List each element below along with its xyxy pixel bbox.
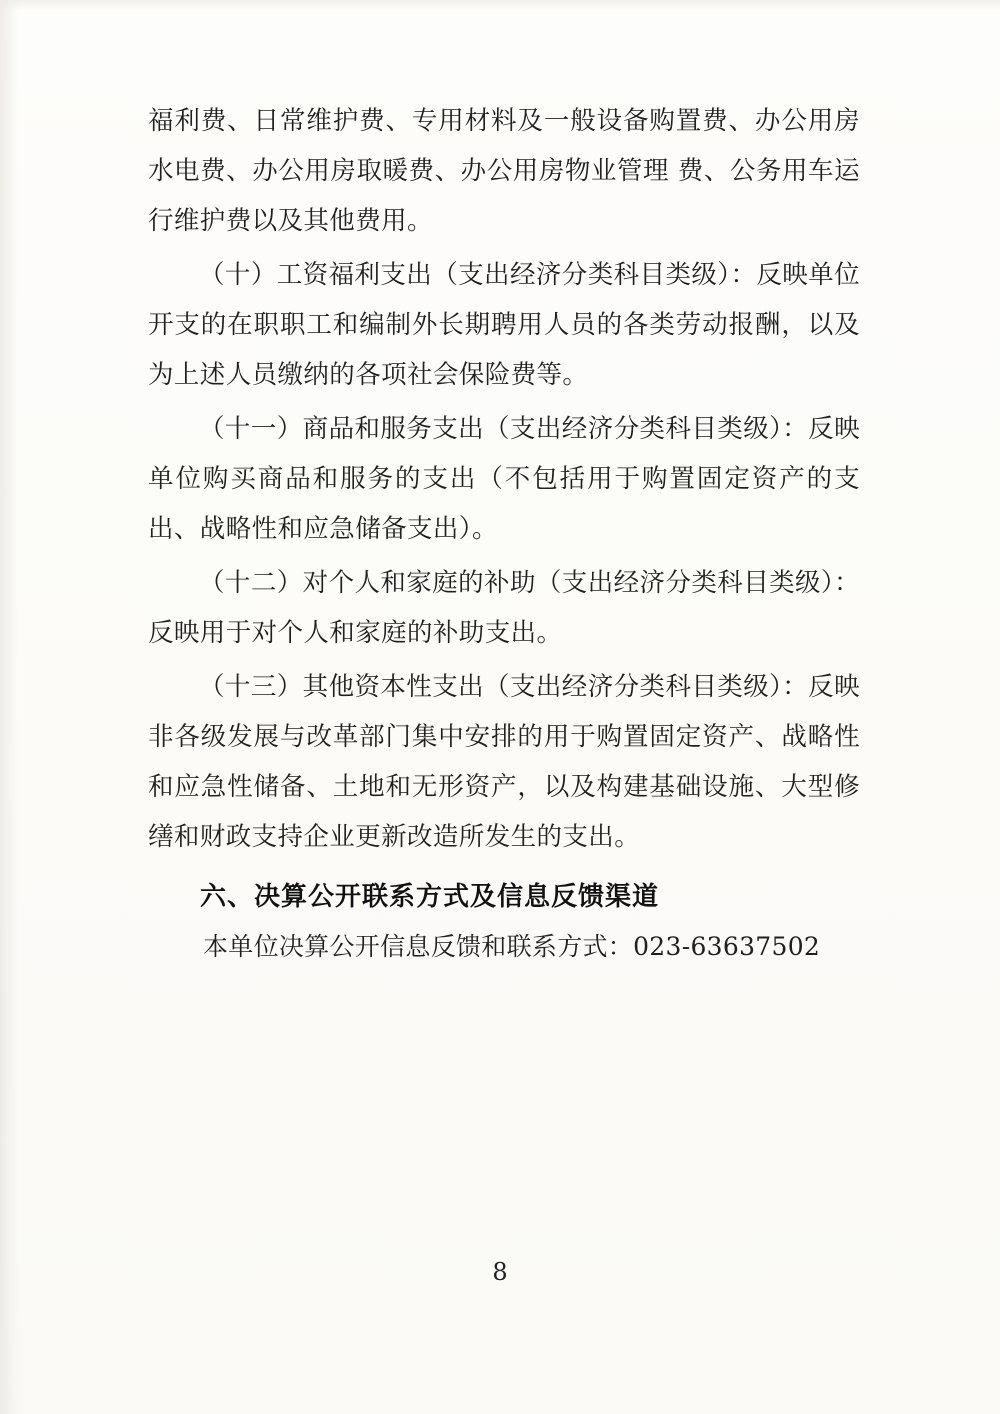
paragraph-continuation: 福利费、日常维护费、专用材料及一般设备购置费、办公用房水电费、办公用房取暖费、办公用房物业管理 费、公务用车运行维护费以及其他费用。: [148, 106, 860, 236]
page-number: 8: [492, 1258, 508, 1286]
document-body: [148, 96, 860, 972]
page-edge-shadow-top: [0, 0, 1000, 10]
section-heading-six: 六、决算公开联系方式及信息反馈渠道: [200, 882, 660, 912]
paragraph-item-10: （十）工资福利支出（支出经济分类科目类级）：反映单位开支的在职职工和编制外长期聘用人员的各类劳动报酬，以及为上述人员缴纳的各项社会保险费等。: [148, 260, 860, 390]
paragraph-item-11: （十一）商品和服务支出（支出经济分类科目类级）：反映单位购买商品和服务的支出（不包括用于购置固定资产的支出、战略性和应急储备支出）。: [148, 414, 860, 544]
paragraph-item-12: （十二）对个人和家庭的补助（支出经济分类科目类级）：反映用于对个人和家庭的补助支出。: [148, 568, 860, 648]
paragraph-item-13: （十三）其他资本性支出（支出经济分类科目类级）：反映非各级发展与改革部门集中安排的用于购置固定资产、战略性和应急性储备、土地和无形资产，以及构建基础设施、大型修缮和财政支持企业更新改造所发生的支出。: [148, 672, 860, 852]
contact-information: 本单位决算公开信息反馈和联系方式：023-63637502: [203, 932, 821, 961]
page-edge-shadow-left: [0, 0, 18, 1414]
